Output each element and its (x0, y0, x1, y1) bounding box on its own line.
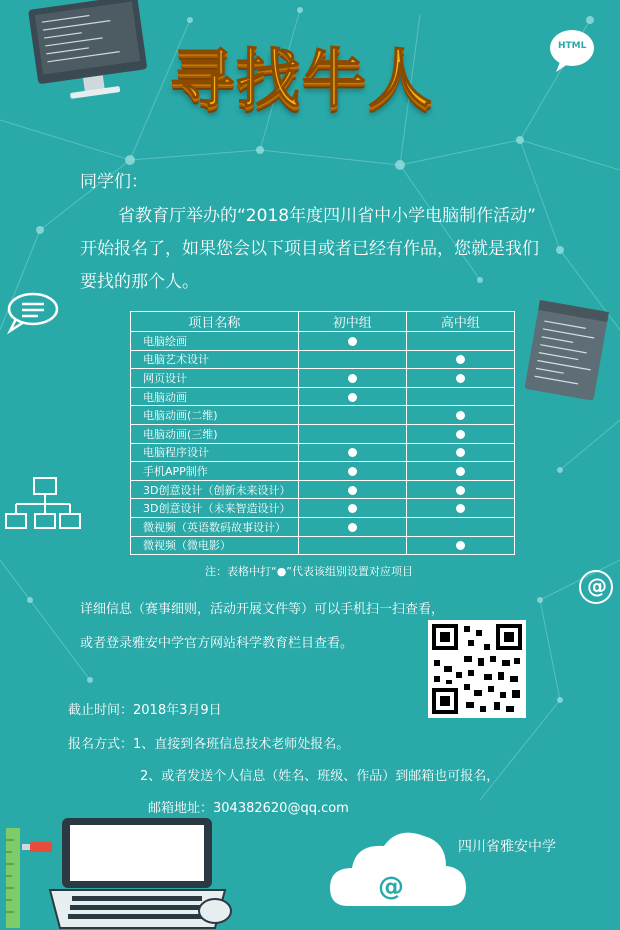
table-row (131, 462, 515, 481)
details-line-2: 或者登录雅安中学官方网站科学教育栏目查看。 (80, 636, 354, 651)
senior-mark-cell (406, 443, 514, 462)
dot-icon (456, 541, 465, 550)
table-row (131, 480, 515, 499)
junior-mark-cell (298, 536, 406, 555)
dot-icon (456, 374, 465, 383)
poster-title: 寻找牛人 (170, 43, 434, 117)
qr-code[interactable] (428, 620, 526, 718)
junior-mark-cell (298, 350, 406, 369)
senior-mark-cell (406, 350, 514, 369)
table-row (131, 517, 515, 536)
project-name-cell: 电脑动画(三维) (131, 424, 299, 443)
dot-icon (348, 337, 357, 346)
project-name-cell: 微视频（微电影） (131, 536, 299, 555)
html-bubble-icon (550, 30, 594, 72)
org-chart-icon (6, 478, 80, 528)
table-row (131, 536, 515, 555)
junior-mark-cell (298, 332, 406, 351)
dot-icon (456, 430, 465, 439)
header-junior: 初中组 (298, 312, 406, 332)
details-line-1: 详细信息（赛事细则，活动开展文件等）可以手机扫一扫查看， (80, 602, 445, 617)
dot-icon (348, 486, 357, 495)
senior-mark-cell (406, 424, 514, 443)
dot-icon (456, 504, 465, 513)
table-row (131, 332, 515, 351)
dot-icon (348, 504, 357, 513)
usb-drive-icon (22, 842, 52, 852)
dot-icon (456, 486, 465, 495)
code-card-icon (524, 300, 609, 401)
intro-line-3: 要找的那个人。 (80, 272, 199, 292)
dot-icon (348, 448, 357, 457)
senior-mark-cell (406, 499, 514, 518)
table-note: 注：表格中打“●”代表该组别设置对应项目 (205, 565, 413, 578)
deadline: 截止时间：2018年3月9日 (68, 703, 222, 718)
table-row (131, 369, 515, 388)
junior-mark-cell (298, 499, 406, 518)
dot-icon (456, 355, 465, 364)
senior-mark-cell (406, 462, 514, 481)
table-row (131, 350, 515, 369)
school-name: 四川省雅安中学 (458, 839, 556, 855)
dot-icon (348, 374, 357, 383)
senior-mark-cell (406, 406, 514, 425)
table-row (131, 387, 515, 406)
senior-mark-cell (406, 332, 514, 351)
project-table (130, 311, 515, 555)
project-name-cell: 微视频（英语数码故事设计） (131, 517, 299, 536)
senior-mark-cell (406, 536, 514, 555)
project-name-cell: 3D创意设计（未来智造设计） (131, 499, 299, 518)
at-circle-symbol: @ (587, 574, 607, 598)
senior-mark-cell (406, 369, 514, 388)
junior-mark-cell (298, 424, 406, 443)
dot-icon (348, 393, 357, 402)
intro-line-2: 开始报名了，如果您会以下项目或者已经有作品，您就是我们 (80, 239, 539, 259)
project-name-cell: 电脑动画(二维) (131, 406, 299, 425)
senior-mark-cell (406, 387, 514, 406)
junior-mark-cell (298, 406, 406, 425)
dot-icon (456, 448, 465, 457)
dot-icon (456, 467, 465, 476)
dot-icon (456, 411, 465, 420)
project-name-cell: 网页设计 (131, 369, 299, 388)
mouse-icon (199, 899, 231, 923)
greeting: 同学们： (80, 172, 148, 192)
table-row (131, 443, 515, 462)
header-senior: 高中组 (406, 312, 514, 332)
project-name-cell: 3D创意设计（创新未来设计） (131, 480, 299, 499)
dot-icon (348, 467, 357, 476)
junior-mark-cell (298, 369, 406, 388)
intro-line-1: 省教育厅举办的“2018年度四川省中小学电脑制作活动” (118, 206, 536, 226)
monitor-icon (28, 0, 150, 103)
project-name-cell: 电脑程序设计 (131, 443, 299, 462)
junior-mark-cell (298, 517, 406, 536)
qr-code-pattern (428, 620, 526, 718)
speech-bubble-icon (9, 294, 57, 331)
project-name-cell: 手机APP制作 (131, 462, 299, 481)
table-row (131, 499, 515, 518)
header-project-name: 项目名称 (131, 312, 299, 332)
dot-icon (348, 523, 357, 532)
project-name-cell: 电脑艺术设计 (131, 350, 299, 369)
registration-line-1: 报名方式：1、直接到各班信息技术老师处报名。 (68, 737, 350, 752)
junior-mark-cell (298, 462, 406, 481)
html-badge: HTML (558, 41, 587, 51)
ruler-icon (6, 828, 20, 928)
project-name-cell: 电脑绘画 (131, 332, 299, 351)
junior-mark-cell (298, 387, 406, 406)
table-row (131, 406, 515, 425)
project-name-cell: 电脑动画 (131, 387, 299, 406)
table-row (131, 424, 515, 443)
registration-line-2: 2、或者发送个人信息（姓名、班级、作品）到邮箱也可报名， (140, 769, 500, 784)
senior-mark-cell (406, 480, 514, 499)
cloud-at-symbol: @ (378, 872, 404, 902)
email-address[interactable]: 邮箱地址：304382620@qq.com (148, 801, 349, 816)
junior-mark-cell (298, 443, 406, 462)
junior-mark-cell (298, 480, 406, 499)
senior-mark-cell (406, 517, 514, 536)
